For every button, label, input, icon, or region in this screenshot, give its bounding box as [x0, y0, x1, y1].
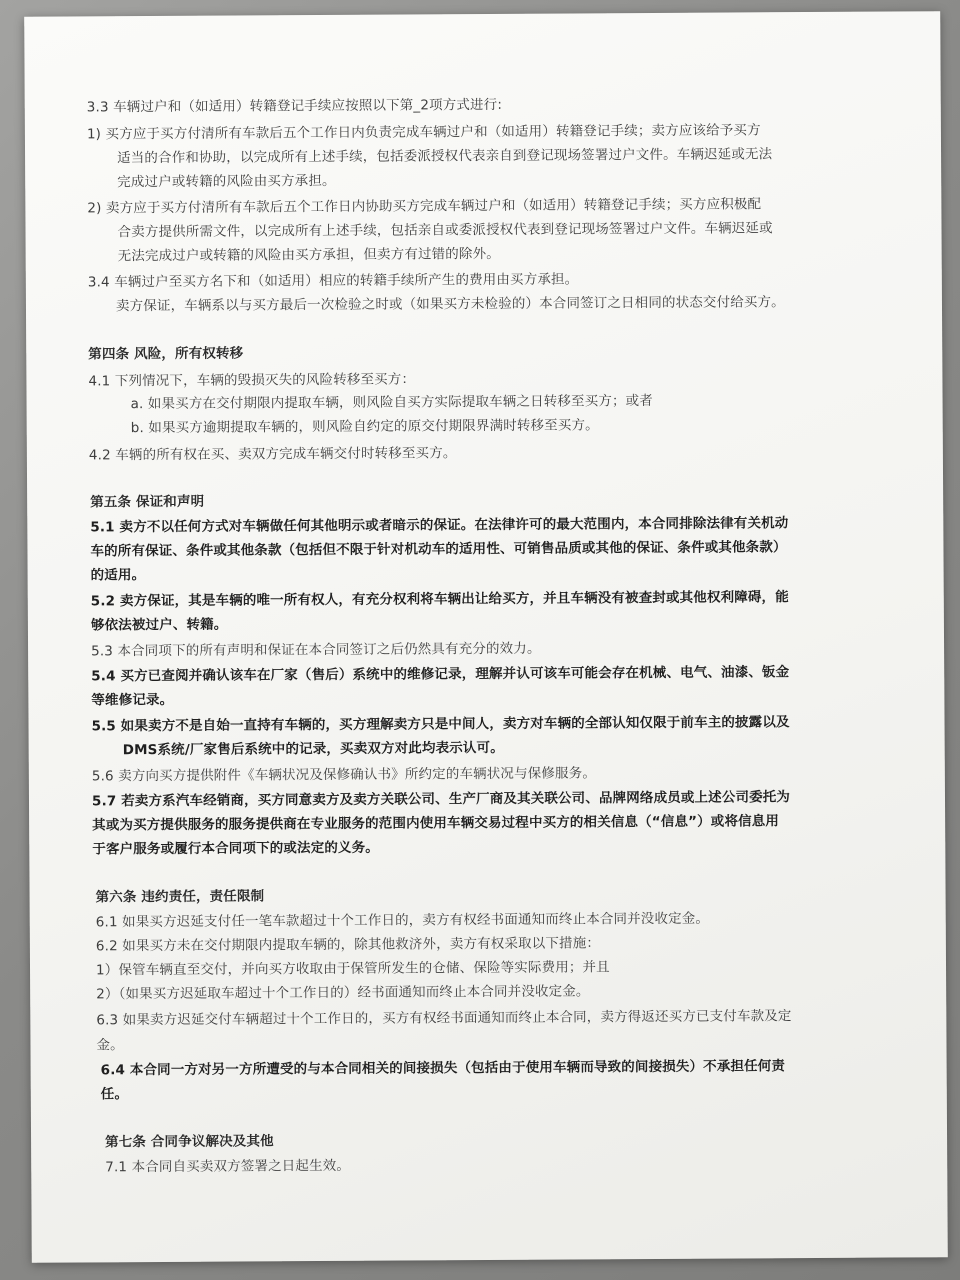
clause-text-line: 车的所有保证、条件或其他条款（包括但不限于针对机动车的适用性、可销售品质或其他的保证、条件或其他条款） [90, 539, 787, 560]
article-6-heading: 第六条 违约责任，责任限制 [95, 888, 265, 906]
clause-5-1: 5.1 卖方不以任何方式对车辆做任何其他明示或者暗示的保证。在法律许可的最大范围内，本合同排除法律有关机动 [90, 515, 789, 536]
article-5-heading: 第五条 保证和声明 [90, 493, 205, 511]
clause-5-7: 5.7 若卖方系汽车经销商，买方同意卖方及卖方关联公司、生产厂商及其关联公司、品牌网络成员或上述公司委托为 [91, 789, 791, 810]
clause-3-4: 3.4 车辆过户至买方名下和（如适用）相应的转籍手续所产生的费用由买方承担。 [87, 271, 579, 291]
clause-6-3: 6.3 如果卖方迟延交付车辆超过十个工作日的，买方有权经书面通知而终止本合同，卖方得返还买方已支付车款及定 [96, 1008, 792, 1029]
clause-text-line: 适当的合作和协助，以完成所有上述手续，包括委派授权代表亲自到登记现场签署过户文件。车辆迟延或无法 [117, 146, 773, 167]
clause-text-line: 任。 [100, 1086, 129, 1103]
clause-text-line: 于客户服务或履行本合同项下的或法定的义务。 [92, 839, 379, 858]
clause-text-line: 够依法被过户、转籍。 [90, 616, 228, 634]
clause-text-line: 的适用。 [90, 567, 146, 584]
clause-3-3-item-1: 1) 买方应于买方付清所有车款后五个工作日内负责完成车辆过户和（如适用）转籍登记手续；卖方应该给予买方 [86, 122, 761, 143]
clause-5-4: 5.4 买方已查阅并确认该车在厂家（售后）系统中的维修记录，理解并认可该车可能会存在机械、电气、油漆、钣金 [91, 664, 790, 685]
clause-5-3: 5.3 本合同项下的所有声明和保证在本合同签订之后仍然具有充分的效力。 [91, 640, 541, 660]
clause-4-1-b: b. 如果买方逾期提取车辆的，则风险自约定的原交付期限界满时转移至买方。 [130, 417, 599, 437]
clause-text-line: 合卖方提供所需文件，以完成所有上述手续，包括亲自或委派授权代表到登记现场签署过户文件。车辆迟延或 [117, 220, 773, 241]
clause-4-2: 4.2 车辆的所有权在买、卖双方完成车辆交付时转移至买方。 [88, 445, 457, 464]
clause-5-5: 5.5 如果卖方不是自始一直持有车辆的，买方理解卖方只是中间人，卖方对车辆的全部认知仅限于前车主的披露以及 [91, 714, 790, 735]
clause-5-6: 5.6 卖方向买方提供附件《车辆状况及保修确认书》所约定的车辆状况与保修服务。 [91, 765, 597, 785]
clause-text-line: 完成过户或转籍的风险由买方承担。 [117, 172, 336, 191]
clause-text-line: 金。 [96, 1037, 124, 1054]
article-7-heading: 第七条 合同争议解决及其他 [105, 1133, 274, 1151]
clause-6-2-item-1: 1）保管车辆直至交付，并向买方收取由于保管所发生的仓储、保险等实际费用；并且 [95, 959, 610, 979]
clause-text-line: DMS系统/厂家售后系统中的记录，买卖双方对此均表示认可。 [122, 739, 504, 759]
contract-page [24, 11, 948, 1263]
clause-6-2: 6.2 如果买方未在交付期限内提取车辆的，除其他救济外，卖方有权采取以下措施： [95, 935, 601, 955]
clause-7-1: 7.1 本合同自买卖双方签署之日起生效。 [105, 1157, 351, 1176]
clause-text-line: 卖方保证，车辆系以与买方最后一次检验之时或（如果买方未检验的）本合同签订之日相同的状态交付给买方。 [115, 294, 785, 315]
clause-5-2: 5.2 卖方保证，其是车辆的唯一所有权人，有充分权利将车辆出让给买方，并且车辆没有被查封或其他权利障碍，能 [90, 589, 789, 610]
clause-3-3: 3.3 车辆过户和（如适用）转籍登记手续应按照以下第_2项方式进行: [86, 96, 503, 116]
clause-6-1: 6.1 如果买方迟延支付任一笔车款超过十个工作日的，卖方有权经书面通知而终止本合同并没收定金。 [95, 910, 710, 931]
clause-3-3-item-2: 2) 卖方应于买方付清所有车款后五个工作日内协助买方完成车辆过户和（如适用）转籍登记手续；买方应积极配 [87, 196, 762, 217]
article-4-heading: 第四条 风险，所有权转移 [88, 345, 244, 363]
clause-text-line: 无法完成过户或转籍的风险由买方承担，但卖方有过错的除外。 [117, 245, 500, 265]
clause-6-2-item-2: 2）（如果买方迟延取车超过十个工作日的）经书面通知而终止本合同并没收定金。 [96, 983, 590, 1003]
clause-text-line: 等维修记录。 [91, 691, 174, 709]
clause-6-4: 6.4 本合同一方对另一方所遭受的与本合同相关的间接损失（包括由于使用车辆而导致的间接损失）不承担任何责 [100, 1058, 786, 1079]
clause-4-1: 4.1 下列情况下，车辆的毁损灭失的风险转移至买方： [88, 371, 416, 390]
clause-4-1-a: a. 如果买方在交付期限内提取车辆，则风险自买方实际提取车辆之日转移至买方；或者 [130, 392, 653, 413]
clause-text-line: 其或为买方提供服务的服务提供商在专业服务的范围内使用车辆交易过程中买方的相关信息（“信息”）或将信息用 [92, 813, 780, 834]
